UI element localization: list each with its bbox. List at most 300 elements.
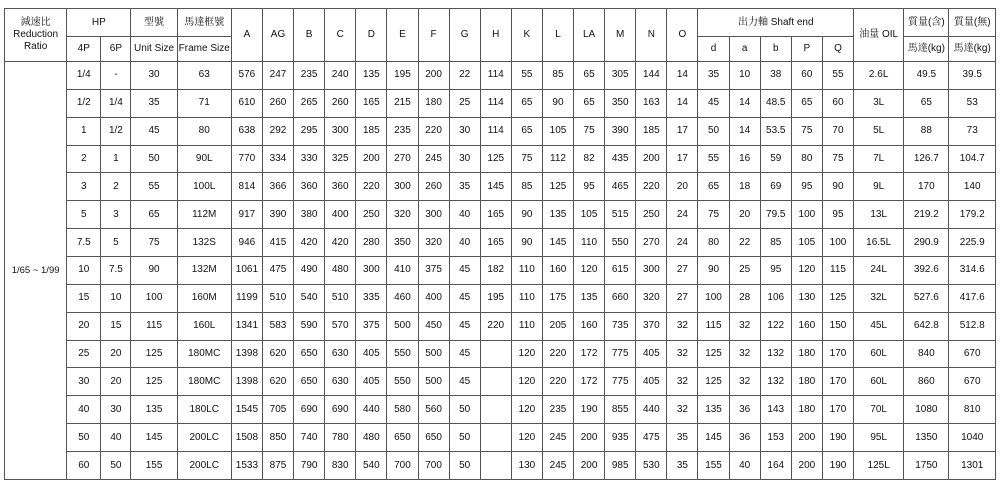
table-cell: 30 [101,396,131,424]
table-cell: 1301 [949,452,996,480]
table-cell: 32 [667,340,698,368]
table-cell: 125 [822,284,853,312]
table-cell: 435 [605,145,636,173]
table-cell: 105 [791,229,822,257]
table-cell: 1080 [904,396,949,424]
table-cell: 95 [760,257,791,285]
table-cell: 860 [904,368,949,396]
table-cell: 190 [822,452,853,480]
table-cell: 292 [262,117,293,145]
table-cell: 265 [294,89,325,117]
table-cell: 32 [667,312,698,340]
table-cell: 810 [949,396,996,424]
table-cell: 3 [101,201,131,229]
table-cell: 18 [729,173,760,201]
table-cell: 417.6 [949,284,996,312]
table-cell: 3 [67,173,101,201]
shaft-col-header: d [698,37,729,62]
table-cell: 25 [449,89,480,117]
table-row [5,173,996,201]
table-cell: 985 [605,452,636,480]
table-cell: 220 [418,117,449,145]
table-cell: 80 [698,229,729,257]
table-cell: 235 [294,62,325,90]
table-cell: 530 [636,452,667,480]
table-cell: 735 [605,312,636,340]
table-cell: 630 [325,340,356,368]
table-cell: 45 [698,89,729,117]
table-cell: 65 [574,62,605,90]
table-cell: 200 [356,145,387,173]
table-cell: 20 [729,201,760,229]
table-cell: 112M [177,201,231,229]
dim-header: K [511,9,542,62]
table-cell: 85 [760,229,791,257]
table-cell: 405 [356,368,387,396]
table-cell: 132M [177,257,231,285]
dim-header: LA [574,9,605,62]
table-cell: 125 [480,145,511,173]
table-cell: 875 [262,452,293,480]
table-cell: 105 [542,117,573,145]
table-cell: 172 [574,340,605,368]
table-cell: 1350 [904,424,949,452]
table-cell: 190 [574,396,605,424]
table-cell: 620 [262,340,293,368]
table-cell [480,452,511,480]
table-cell: 420 [325,229,356,257]
motor-kg-header: 馬達(kg) [949,37,996,62]
table-cell: 143 [760,396,791,424]
table-cell: 160M [177,284,231,312]
table-cell: 740 [294,424,325,452]
table-cell: 59 [760,145,791,173]
table-row [5,117,996,145]
table-cell [480,396,511,424]
dim-header: G [449,9,480,62]
table-cell: 260 [262,89,293,117]
table-cell: 270 [387,145,418,173]
table-cell: 125 [542,173,573,201]
weight-with-header: 質量(含) [904,9,949,37]
table-cell: 24 [667,229,698,257]
table-cell: 590 [294,312,325,340]
table-cell: 114 [480,62,511,90]
table-cell: 100 [791,201,822,229]
table-cell: 32 [729,340,760,368]
table-cell: 1/2 [67,89,101,117]
table-cell: 14 [729,89,760,117]
table-cell: 135 [542,201,573,229]
table-cell: 1508 [231,424,262,452]
table-cell: 320 [418,229,449,257]
table-cell: 20 [667,173,698,201]
table-cell: 300 [356,257,387,285]
table-cell: 500 [387,312,418,340]
table-cell: 400 [418,284,449,312]
dim-header: H [480,9,511,62]
table-cell: 1199 [231,284,262,312]
table-cell: 32 [667,368,698,396]
table-cell: 120 [511,424,542,452]
dim-header: D [356,9,387,62]
table-cell [480,424,511,452]
table-cell: 180 [791,396,822,424]
table-cell: 65 [698,173,729,201]
table-cell: 480 [356,424,387,452]
table-cell: 63 [177,62,231,90]
table-cell: 80 [177,117,231,145]
table-cell: 180MC [177,340,231,368]
table-cell: 1 [67,117,101,145]
table-cell: 75 [511,145,542,173]
table-cell: 53.5 [760,117,791,145]
table-cell: 164 [760,452,791,480]
table-cell: 120 [511,396,542,424]
table-cell: 104.7 [949,145,996,173]
header-row-1 [5,9,996,37]
table-cell: 27 [667,284,698,312]
table-cell: 55 [131,173,177,201]
table-cell: 35 [667,452,698,480]
table-cell: 150 [822,312,853,340]
table-cell: 110 [511,257,542,285]
spec-table [4,8,996,480]
table-cell: 115 [698,312,729,340]
table-cell: 135 [574,284,605,312]
table-cell: 160 [791,312,822,340]
frame-size-header: Frame Size [177,37,231,62]
table-cell: 1750 [904,452,949,480]
table-cell: 260 [418,173,449,201]
table-cell: 780 [325,424,356,452]
table-cell: 165 [480,201,511,229]
table-cell: 5L [854,117,904,145]
table-cell: 300 [418,201,449,229]
table-cell: 120 [511,340,542,368]
table-cell: 10 [101,284,131,312]
table-cell: 200 [636,145,667,173]
table-row [5,229,996,257]
table-cell: 350 [605,89,636,117]
table-cell: 179.2 [949,201,996,229]
table-cell: 120 [574,257,605,285]
table-cell: 50 [101,452,131,480]
table-cell: 1061 [231,257,262,285]
table-cell: 180 [418,89,449,117]
table-cell: 25 [67,340,101,368]
table-cell: 175 [542,284,573,312]
table-cell: 80 [791,145,822,173]
table-cell: 480 [325,257,356,285]
table-cell: 40 [449,229,480,257]
table-cell: 540 [356,452,387,480]
table-cell: 28 [729,284,760,312]
table-cell: 330 [294,145,325,173]
table-cell: 16 [729,145,760,173]
table-cell: 638 [231,117,262,145]
table-cell: 935 [605,424,636,452]
table-cell: 400 [325,201,356,229]
table-cell: 50 [698,117,729,145]
table-cell: 122 [760,312,791,340]
table-cell: 60 [791,62,822,90]
table-cell: 170 [822,396,853,424]
table-cell: 690 [325,396,356,424]
table-cell: 79.5 [760,201,791,229]
table-cell: 100L [177,173,231,201]
table-cell: 1545 [231,396,262,424]
table-cell: 50 [449,424,480,452]
table-cell: 1533 [231,452,262,480]
table-cell [480,368,511,396]
table-cell: 200 [574,424,605,452]
table-cell: 32 [667,396,698,424]
table-cell: 36 [729,424,760,452]
table-cell: 190 [822,424,853,452]
hp-6p-header: 6P [101,37,131,62]
table-cell: 380 [294,201,325,229]
table-cell: 2 [67,145,101,173]
table-cell: 45 [131,117,177,145]
dim-header: C [325,9,356,62]
table-cell: 775 [605,340,636,368]
table-cell: 100 [822,229,853,257]
table-cell: 35 [449,173,480,201]
table-cell: 250 [356,201,387,229]
table-cell: 45L [854,312,904,340]
table-cell: 163 [636,89,667,117]
table-cell: 583 [262,312,293,340]
table-cell: 405 [636,340,667,368]
table-cell: 1341 [231,312,262,340]
table-cell: 65 [574,89,605,117]
table-cell: 45 [449,368,480,396]
table-cell: 245 [418,145,449,173]
table-cell: 510 [325,284,356,312]
table-cell: 48.5 [760,89,791,117]
table-cell: 180LC [177,396,231,424]
table-cell: 32 [729,368,760,396]
table-cell: 17 [667,117,698,145]
table-cell: 75 [791,117,822,145]
table-row [5,340,996,368]
table-cell: 112 [542,145,573,173]
table-cell: 155 [698,452,729,480]
table-cell: 7L [854,145,904,173]
table-cell: 65 [511,117,542,145]
shaft-col-header: P [791,37,822,62]
table-cell: 35 [698,62,729,90]
table-cell: 270 [636,229,667,257]
table-row [5,145,996,173]
table-cell: 180 [791,340,822,368]
table-cell: 705 [262,396,293,424]
table-cell: 114 [480,117,511,145]
table-cell: 5 [67,201,101,229]
table-cell: 110 [511,312,542,340]
table-row [5,201,996,229]
table-cell: 40 [101,424,131,452]
table-cell: 132 [760,340,791,368]
table-cell: 45 [449,312,480,340]
table-cell: 14 [729,117,760,145]
table-cell: 30 [131,62,177,90]
table-cell: 100 [698,284,729,312]
table-cell: 55 [822,62,853,90]
dim-header: M [605,9,636,62]
table-cell: 75 [131,229,177,257]
table-cell: 50 [449,396,480,424]
table-cell: 620 [262,368,293,396]
table-cell: 126.7 [904,145,949,173]
table-cell: 16.5L [854,229,904,257]
table-cell: 500 [418,368,449,396]
table-cell: 814 [231,173,262,201]
table-cell: 130 [791,284,822,312]
table-cell: 670 [949,368,996,396]
table-cell: 165 [356,89,387,117]
table-cell: 15 [101,312,131,340]
shaft-col-header: Q [822,37,853,62]
table-cell: 71 [177,89,231,117]
table-cell: 40 [449,201,480,229]
table-row [5,368,996,396]
table-cell: 90L [177,145,231,173]
table-cell: 130 [511,452,542,480]
table-cell: 660 [605,284,636,312]
table-cell: 260 [325,89,356,117]
table-cell: 53 [949,89,996,117]
table-cell: 700 [387,452,418,480]
table-cell: 390 [262,201,293,229]
table-cell: 90 [511,229,542,257]
table-cell: 917 [231,201,262,229]
table-cell: 155 [131,452,177,480]
table-cell: 300 [636,257,667,285]
table-cell: 10 [729,62,760,90]
table-cell: 45 [449,257,480,285]
table-cell: 170 [822,368,853,396]
table-cell: 650 [387,424,418,452]
table-cell: 515 [605,201,636,229]
table-cell: 7.5 [101,257,131,285]
table-cell: 185 [636,117,667,145]
table-cell: 946 [231,229,262,257]
table-cell: 320 [387,201,418,229]
table-cell: 540 [294,284,325,312]
table-cell: 1040 [949,424,996,452]
table-cell: 170 [904,173,949,201]
table-cell: 20 [67,312,101,340]
table-cell: 576 [231,62,262,90]
table-cell: 770 [231,145,262,173]
table-cell: 185 [356,117,387,145]
table-cell: 65 [904,89,949,117]
table-cell: 38 [760,62,791,90]
dim-header: E [387,9,418,62]
table-cell: 440 [636,396,667,424]
table-cell: 550 [387,368,418,396]
table-cell: 30 [449,117,480,145]
table-cell: 60L [854,368,904,396]
table-cell: 160 [574,312,605,340]
table-cell: 512.8 [949,312,996,340]
table-cell: 2 [101,173,131,201]
table-cell: 775 [605,368,636,396]
table-cell: 200 [574,452,605,480]
table-cell: 550 [387,340,418,368]
shaft-end-header: 出力軸 Shaft end [698,9,854,37]
table-cell: 14 [667,62,698,90]
shaft-col-header: a [729,37,760,62]
table-cell: 106 [760,284,791,312]
table-cell: 140 [949,173,996,201]
table-cell: 82 [574,145,605,173]
table-cell: 392.6 [904,257,949,285]
table-cell: 219.2 [904,201,949,229]
table-cell: 100 [131,284,177,312]
dim-header: L [542,9,573,62]
table-cell: 314.6 [949,257,996,285]
table-cell: 115 [822,257,853,285]
table-cell: 220 [542,368,573,396]
table-cell: 132S [177,229,231,257]
table-cell: 450 [418,312,449,340]
table-cell: 335 [356,284,387,312]
table-cell: 70L [854,396,904,424]
table-cell: 370 [636,312,667,340]
table-row [5,284,996,312]
table-cell: 205 [542,312,573,340]
table-cell: 225.9 [949,229,996,257]
table-cell: 360 [325,173,356,201]
table-cell: 120 [791,257,822,285]
table-cell: 2.6L [854,62,904,90]
table-cell: 90 [822,173,853,201]
table-cell: 610 [231,89,262,117]
table-cell: 27 [667,257,698,285]
table-cell: 60 [822,89,853,117]
model-header: 型號 [131,9,177,37]
table-cell: 440 [356,396,387,424]
table-cell: 85 [542,62,573,90]
table-cell: 1398 [231,368,262,396]
shaft-col-header: b [760,37,791,62]
table-cell: 300 [387,173,418,201]
table-cell: 65 [511,89,542,117]
table-cell: 22 [449,62,480,90]
dim-header: N [636,9,667,62]
table-cell: 69 [760,173,791,201]
weight-without-header: 質量(無) [949,9,996,37]
table-cell: 115 [131,312,177,340]
table-cell: 105 [574,201,605,229]
table-cell: 160L [177,312,231,340]
table-cell: 9L [854,173,904,201]
table-cell: 250 [636,201,667,229]
table-cell: 215 [387,89,418,117]
table-cell: 245 [542,424,573,452]
table-cell: 1/4 [67,62,101,90]
table-cell: 15 [67,284,101,312]
table-cell: 20 [101,368,131,396]
table-cell: 550 [605,229,636,257]
table-cell: 65 [791,89,822,117]
table-cell: 30 [449,145,480,173]
table-cell: 650 [294,340,325,368]
table-cell: 240 [325,62,356,90]
